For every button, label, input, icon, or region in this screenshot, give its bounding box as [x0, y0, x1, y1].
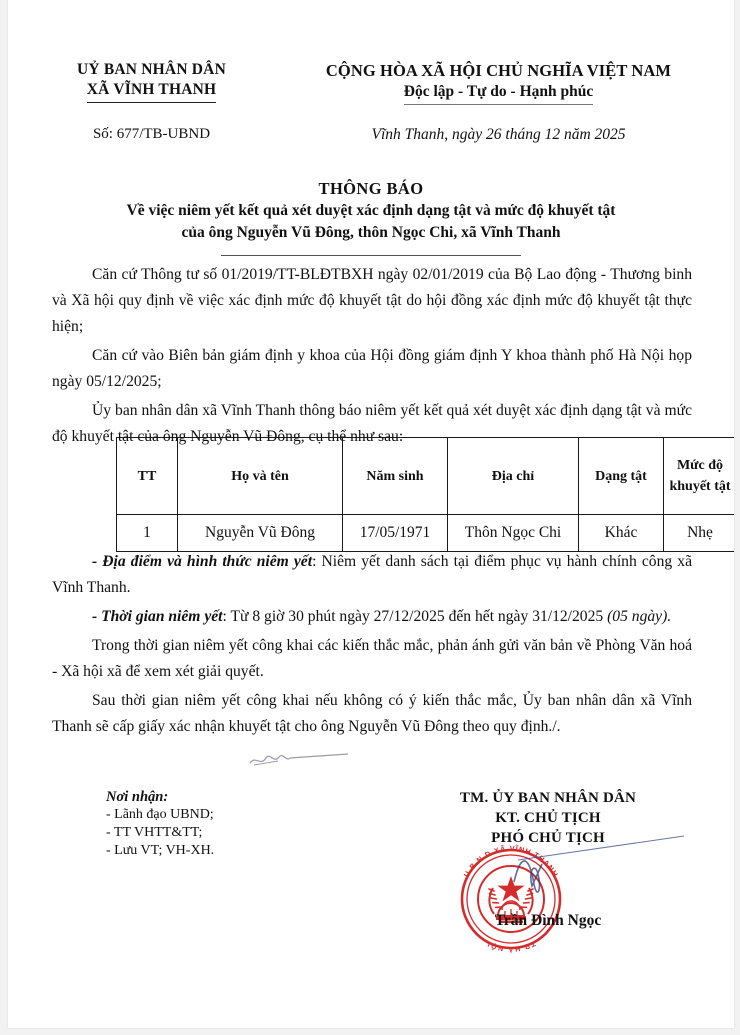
table-row — [117, 515, 735, 552]
posting-location-label: - Địa điểm và hình thức niêm yết — [92, 553, 313, 570]
posting-period-paragraph — [52, 604, 692, 630]
signer-name: Trần Đình Ngọc — [494, 912, 602, 929]
title-underline-wrap — [48, 243, 694, 261]
document-header — [8, 60, 734, 105]
cell-address: Thôn Ngọc Chi — [448, 515, 579, 552]
column-header-fullname: Họ và tên — [178, 438, 343, 515]
document-footer — [8, 788, 734, 968]
body-paragraph-1: Căn cứ Thông tư số 01/2019/TT-BLĐTBXH ngày 02/01/2019 của Bộ Lao động - Thương binh và Xã hội quy định về việc xác định mức độ khuyết tật do hội đồng xác định mức độ khuyết tật thực hiện; — [52, 266, 692, 335]
posting-period-duration: (05 ngày). — [607, 608, 672, 625]
table-header-row-group — [117, 438, 735, 515]
country-name: CỘNG HÒA XÃ HỘI CHỦ NGHĨA VIỆT NAM — [325, 61, 672, 80]
cell-tt: 1 — [117, 515, 178, 552]
document-title-block — [48, 178, 694, 261]
table-body — [117, 515, 735, 552]
document-body-top — [52, 262, 692, 453]
body-paragraph-2: Căn cứ vào Biên bản giám định y khoa của Hội đồng giám định Y khoa thành phố Hà Nội họp ngày 05/12/2025; — [52, 347, 692, 390]
signature-position-line1: KT. CHỦ TỊCH — [495, 810, 601, 826]
seal-inner-text: TP HÀ NỘI — [485, 939, 537, 953]
body-paragraph-5: Sau thời gian niêm yết công khai nếu không có ý kiến thắc mắc, Ủy ban nhân dân xã Vĩnh Thanh sẽ cấp giấy xác nhận khuyết tật cho ông Nguyễn Vũ Đông theo quy định./. — [52, 692, 692, 735]
posting-period-label: - Thời gian niêm yết — [92, 608, 223, 625]
disability-result-table — [116, 437, 734, 552]
document-subject-line1: Về việc niêm yết kết quả xét duyệt xác định dạng tật và mức độ khuyết tật — [126, 202, 616, 219]
document-subject-line2: của ông Nguyễn Vũ Đông, thôn Ngọc Chi, xã Vĩnh Thanh — [181, 224, 561, 241]
recipient-item: - Lưu VT; VH-XH. — [106, 843, 215, 858]
posting-location-paragraph — [52, 549, 692, 601]
recipients-block — [106, 788, 346, 860]
table-header-row — [117, 438, 735, 515]
document-date-line: Vĩnh Thanh, ngày 26 tháng 12 năm 2025 — [371, 126, 626, 143]
recipient-item: - TT VHTT&TT; — [106, 825, 203, 840]
document-number: Số: 677/TB-UBND — [92, 126, 211, 142]
signature-authority-line: TM. ỦY BAN NHÂN DÂN — [459, 790, 637, 806]
posting-location-text: : Niêm yết danh sách tại điểm phục vụ hành chính công xã Vĩnh Thanh. — [52, 553, 692, 596]
cell-disability-level: Nhẹ — [664, 515, 735, 552]
body-paragraph-4: Trong thời gian niêm yết công khai các kiến thắc mắc, phản ánh gửi văn bản về Phòng Văn hoá - Xã hội xã để xem xét giải quyết. — [52, 637, 692, 680]
handwritten-signature — [508, 830, 698, 920]
document-body-bottom — [52, 549, 692, 743]
national-motto — [263, 81, 734, 105]
national-header-block — [263, 60, 734, 105]
column-header-tt: TT — [117, 438, 178, 515]
column-header-address: Địa chỉ — [448, 438, 579, 515]
disability-result-table-wrap — [116, 437, 731, 552]
issuing-authority-line1: UỶ BAN NHÂN DÂN — [77, 61, 226, 78]
issuing-authority-block — [8, 60, 263, 105]
posting-period-text: : Từ 8 giờ 30 phút ngày 27/12/2025 đến hết ngày 31/12/2025 — [222, 608, 608, 625]
cell-disability-type: Khác — [579, 515, 664, 552]
title-underline — [221, 254, 521, 256]
recipient-item: - Lãnh đạo UBND; — [106, 807, 214, 822]
column-header-disability-level: Mức độ khuyết tật — [664, 438, 735, 515]
seal-outer-text: U.B.N.D XÃ VĨNH THANH — [461, 843, 561, 879]
national-motto-text: Độc lập - Tự do - Hạnh phúc — [404, 81, 593, 105]
document-page — [8, 0, 734, 1028]
issuing-authority-line2-text: XÃ VĨNH THANH — [87, 80, 217, 103]
recipients-title: Nơi nhận: — [106, 789, 169, 805]
issuing-authority-line2 — [40, 80, 263, 103]
signature-position-line2: PHÓ CHỦ TỊCH — [491, 830, 605, 846]
cell-birthdate: 17/05/1971 — [343, 515, 448, 552]
column-header-disability-type: Dạng tật — [579, 438, 664, 515]
handwritten-pen-mark — [248, 749, 358, 771]
body-paragraph-3: Ủy ban nhân dân xã Vĩnh Thanh thông báo niêm yết kết quả xét duyệt xác định dạng tật và mức độ khuyết tật của ông Nguyễn Vũ Đông, cụ thể như sau: — [52, 402, 692, 445]
document-type-title: THÔNG BÁO — [318, 179, 424, 198]
cell-fullname: Nguyễn Vũ Đông — [178, 515, 343, 552]
column-header-birthyear: Năm sinh — [343, 438, 448, 515]
